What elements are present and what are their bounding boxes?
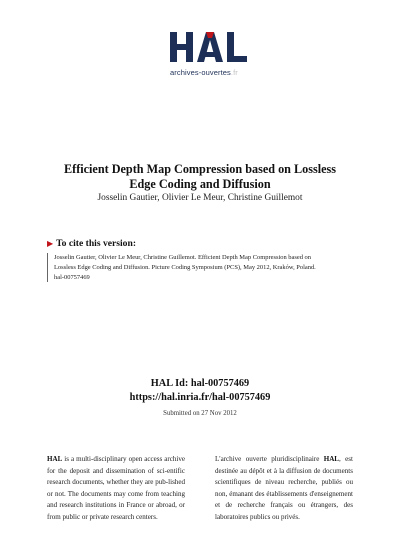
logo-subtitle xyxy=(170,68,260,77)
french-description xyxy=(215,454,353,524)
french-hal-bold: HAL xyxy=(323,455,340,463)
authors: Josselin Gautier, Olivier Le Meur, Christine Guillemot xyxy=(97,193,303,203)
citation-block xyxy=(47,253,360,282)
french-intro: L'archive ouverte pluridisciplinaire xyxy=(215,455,324,463)
triangle-icon: ▶ xyxy=(47,239,54,248)
title-line-1: Efficient Depth Map Compression based on Lossless xyxy=(64,162,336,176)
english-hal-bold: HAL xyxy=(47,455,63,463)
title-line-2: Edge Coding and Diffusion xyxy=(129,177,271,191)
citation-line-3: hal-00757469 xyxy=(54,273,90,281)
hal-logo xyxy=(170,30,260,90)
submitted-date: Submitted on 27 Nov 2012 xyxy=(163,410,237,417)
citation-line-2: Lossless Edge Coding and Diffusion. Picture Coding Symposium (PCS), May 2012, Kraków, Poland. xyxy=(54,263,316,271)
cite-heading-text: To cite this version: xyxy=(56,238,137,249)
english-text: is a multi-disciplinary open access archive for the deposit and dissemination of sci-entific research documents, whether they are pub-lished or not. The documents may come from teaching and research institutions in France or abroad, or from public or private research centers. xyxy=(47,455,185,521)
english-description xyxy=(47,454,185,524)
french-text: , est destinée au dépôt et à la diffusion de documents scientifiques de niveau recherche, publiés ou non, émanant des établissements d'enseignement et de recherche français ou étrangers, des laboratoires publics ou privés. xyxy=(215,455,353,521)
logo-subtitle-main: archives-ouvertes xyxy=(170,68,231,77)
hal-id: HAL Id: hal-00757469 xyxy=(150,378,250,389)
logo-subtitle-suffix: .fr xyxy=(230,68,238,77)
hal-url-link[interactable]: https://hal.inria.fr/hal-00757469 xyxy=(129,392,271,403)
cite-heading xyxy=(47,238,136,249)
citation-line-1: Josselin Gautier, Olivier Le Meur, Christine Guillemot. Efficient Depth Map Compression based on xyxy=(54,254,311,261)
paper-title xyxy=(40,162,360,192)
